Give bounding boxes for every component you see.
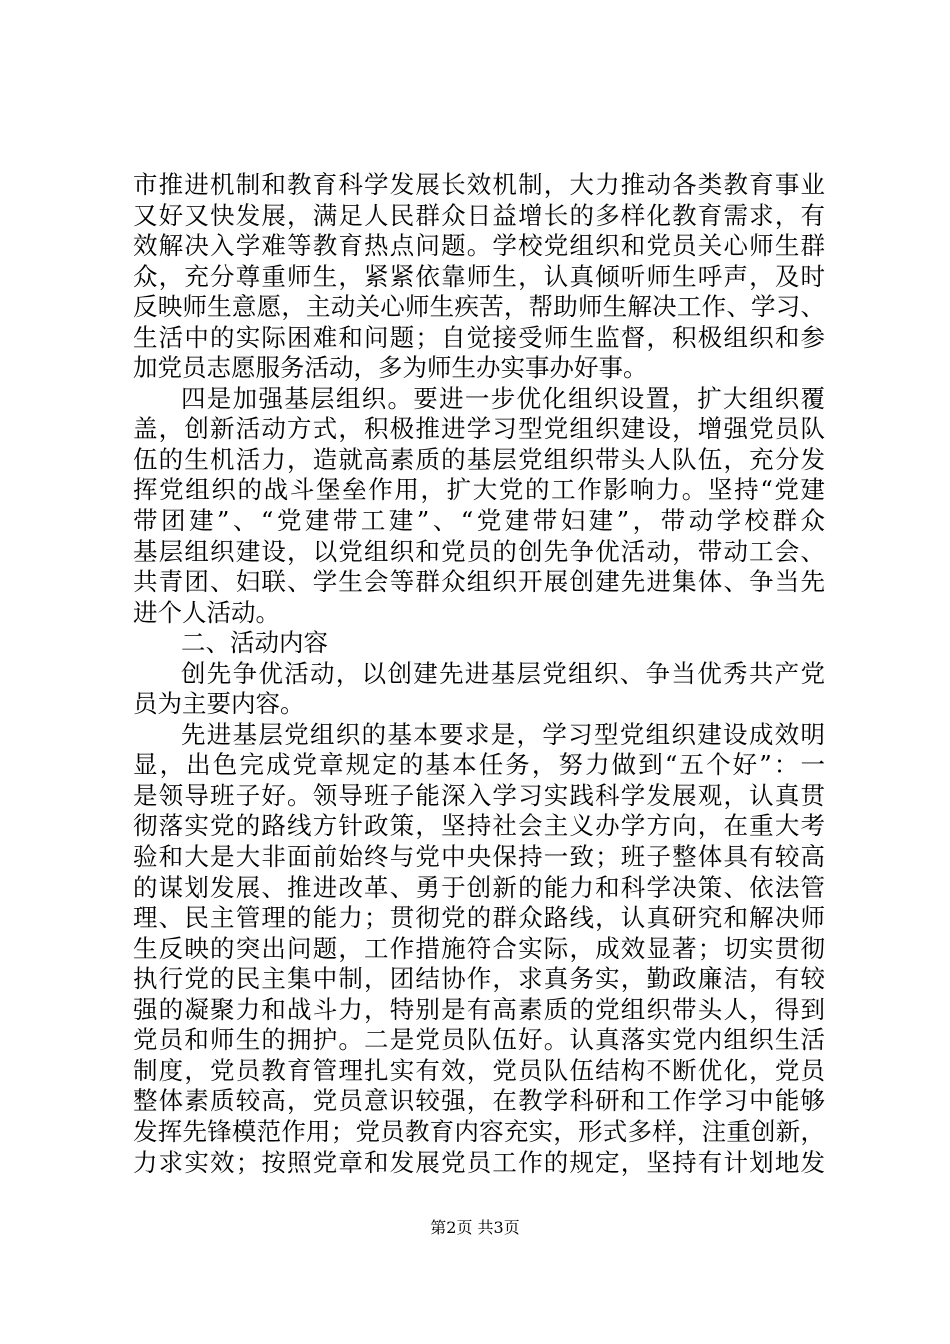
page-indicator: 第2页 共3页 [430,1218,520,1237]
text-line: 进个人活动。 [133,597,280,627]
text-line: 伍的生机活力，造就高素质的基层党组织带头人队伍，充分发 [133,444,825,474]
text-line: 共青团、妇联、学生会等群众组织开展创建先进集体、争当先 [133,567,825,597]
section-heading [0,628,950,659]
text-line: 整体素质较高，党员意识较强，在教学科研和工作学习中能够 [133,1086,825,1116]
text-line: 效解决入学难等教育热点问题。学校党组织和党员关心师生群 [133,231,825,261]
paragraph-grassroots [0,384,950,628]
text-line: 显，出色完成党章规定的基本任务，努力做到“五个好”：一 [133,750,825,780]
paragraph-continued [0,170,950,384]
text-line: 带团建”、“党建带工建”、“党建带妇建”，带动学校群众 [133,506,825,536]
text-line: 的谋划发展、推进改革、勇于创新的能力和科学决策、依法管 [133,872,825,902]
text-line: 加党员志愿服务活动，多为师生办实事办好事。 [133,353,648,383]
text-line: 验和大是大非面前始终与党中央保持一致；班子整体具有较高 [133,842,825,872]
text-line: 先进基层党组织的基本要求是，学习型党组织建设成效明 [181,719,825,749]
text-line: 创先争优活动，以创建先进基层党组织、争当优秀共产党 [181,658,825,688]
paragraph-requirements [0,720,950,1178]
text-line: 生反映的突出问题，工作措施符合实际，成效显著；切实贯彻 [133,933,825,963]
text-line: 力求实效；按照党章和发展党员工作的规定，坚持有计划地发 [133,1147,825,1177]
text-line: 强的凝聚力和战斗力，特别是有高素质的党组织带头人，得到 [133,994,825,1024]
document-body [0,170,950,1178]
text-line: 基层组织建设，以党组织和党员的创先争优活动，带动工会、 [133,536,825,566]
section-heading-text: 二、活动内容 [181,628,328,658]
text-line: 又好又快发展，满足人民群众日益增长的多样化教育需求，有 [133,200,825,230]
text-line: 发挥先锋模范作用；党员教育内容充实，形式多样，注重创新， [133,1116,825,1146]
text-line: 反映师生意愿，主动关心师生疾苦，帮助师生解决工作、学习、 [133,292,825,322]
text-line: 四是加强基层组织。要进一步优化组织设置，扩大组织覆 [181,383,825,413]
text-line: 是领导班子好。领导班子能深入学习实践科学发展观，认真贯 [133,780,825,810]
text-line: 盖，创新活动方式，积极推进学习型党组织建设，增强党员队 [133,414,825,444]
text-line: 众，充分尊重师生，紧紧依靠师生，认真倾听师生呼声，及时 [133,261,825,291]
text-line: 理、民主管理的能力；贯彻党的群众路线，认真研究和解决师 [133,903,825,933]
text-line: 制度，党员教育管理扎实有效，党员队伍结构不断优化，党员 [133,1055,825,1085]
text-line: 挥党组织的战斗堡垒作用，扩大党的工作影响力。坚持“党建 [133,475,825,505]
page-footer [0,1217,950,1239]
text-line: 市推进机制和教育科学发展长效机制，大力推动各类教育事业 [133,170,825,199]
text-line: 执行党的民主集中制，团结协作，求真务实，勤政廉洁，有较 [133,964,825,994]
text-line: 党员和师生的拥护。二是党员队伍好。认真落实党内组织生活 [133,1025,825,1055]
text-line: 员为主要内容。 [133,689,305,719]
text-line: 彻落实党的路线方针政策，坚持社会主义办学方向，在重大考 [133,811,825,841]
paragraph-content [0,659,950,720]
text-line: 生活中的实际困难和问题；自觉接受师生监督，积极组织和参 [133,322,825,352]
